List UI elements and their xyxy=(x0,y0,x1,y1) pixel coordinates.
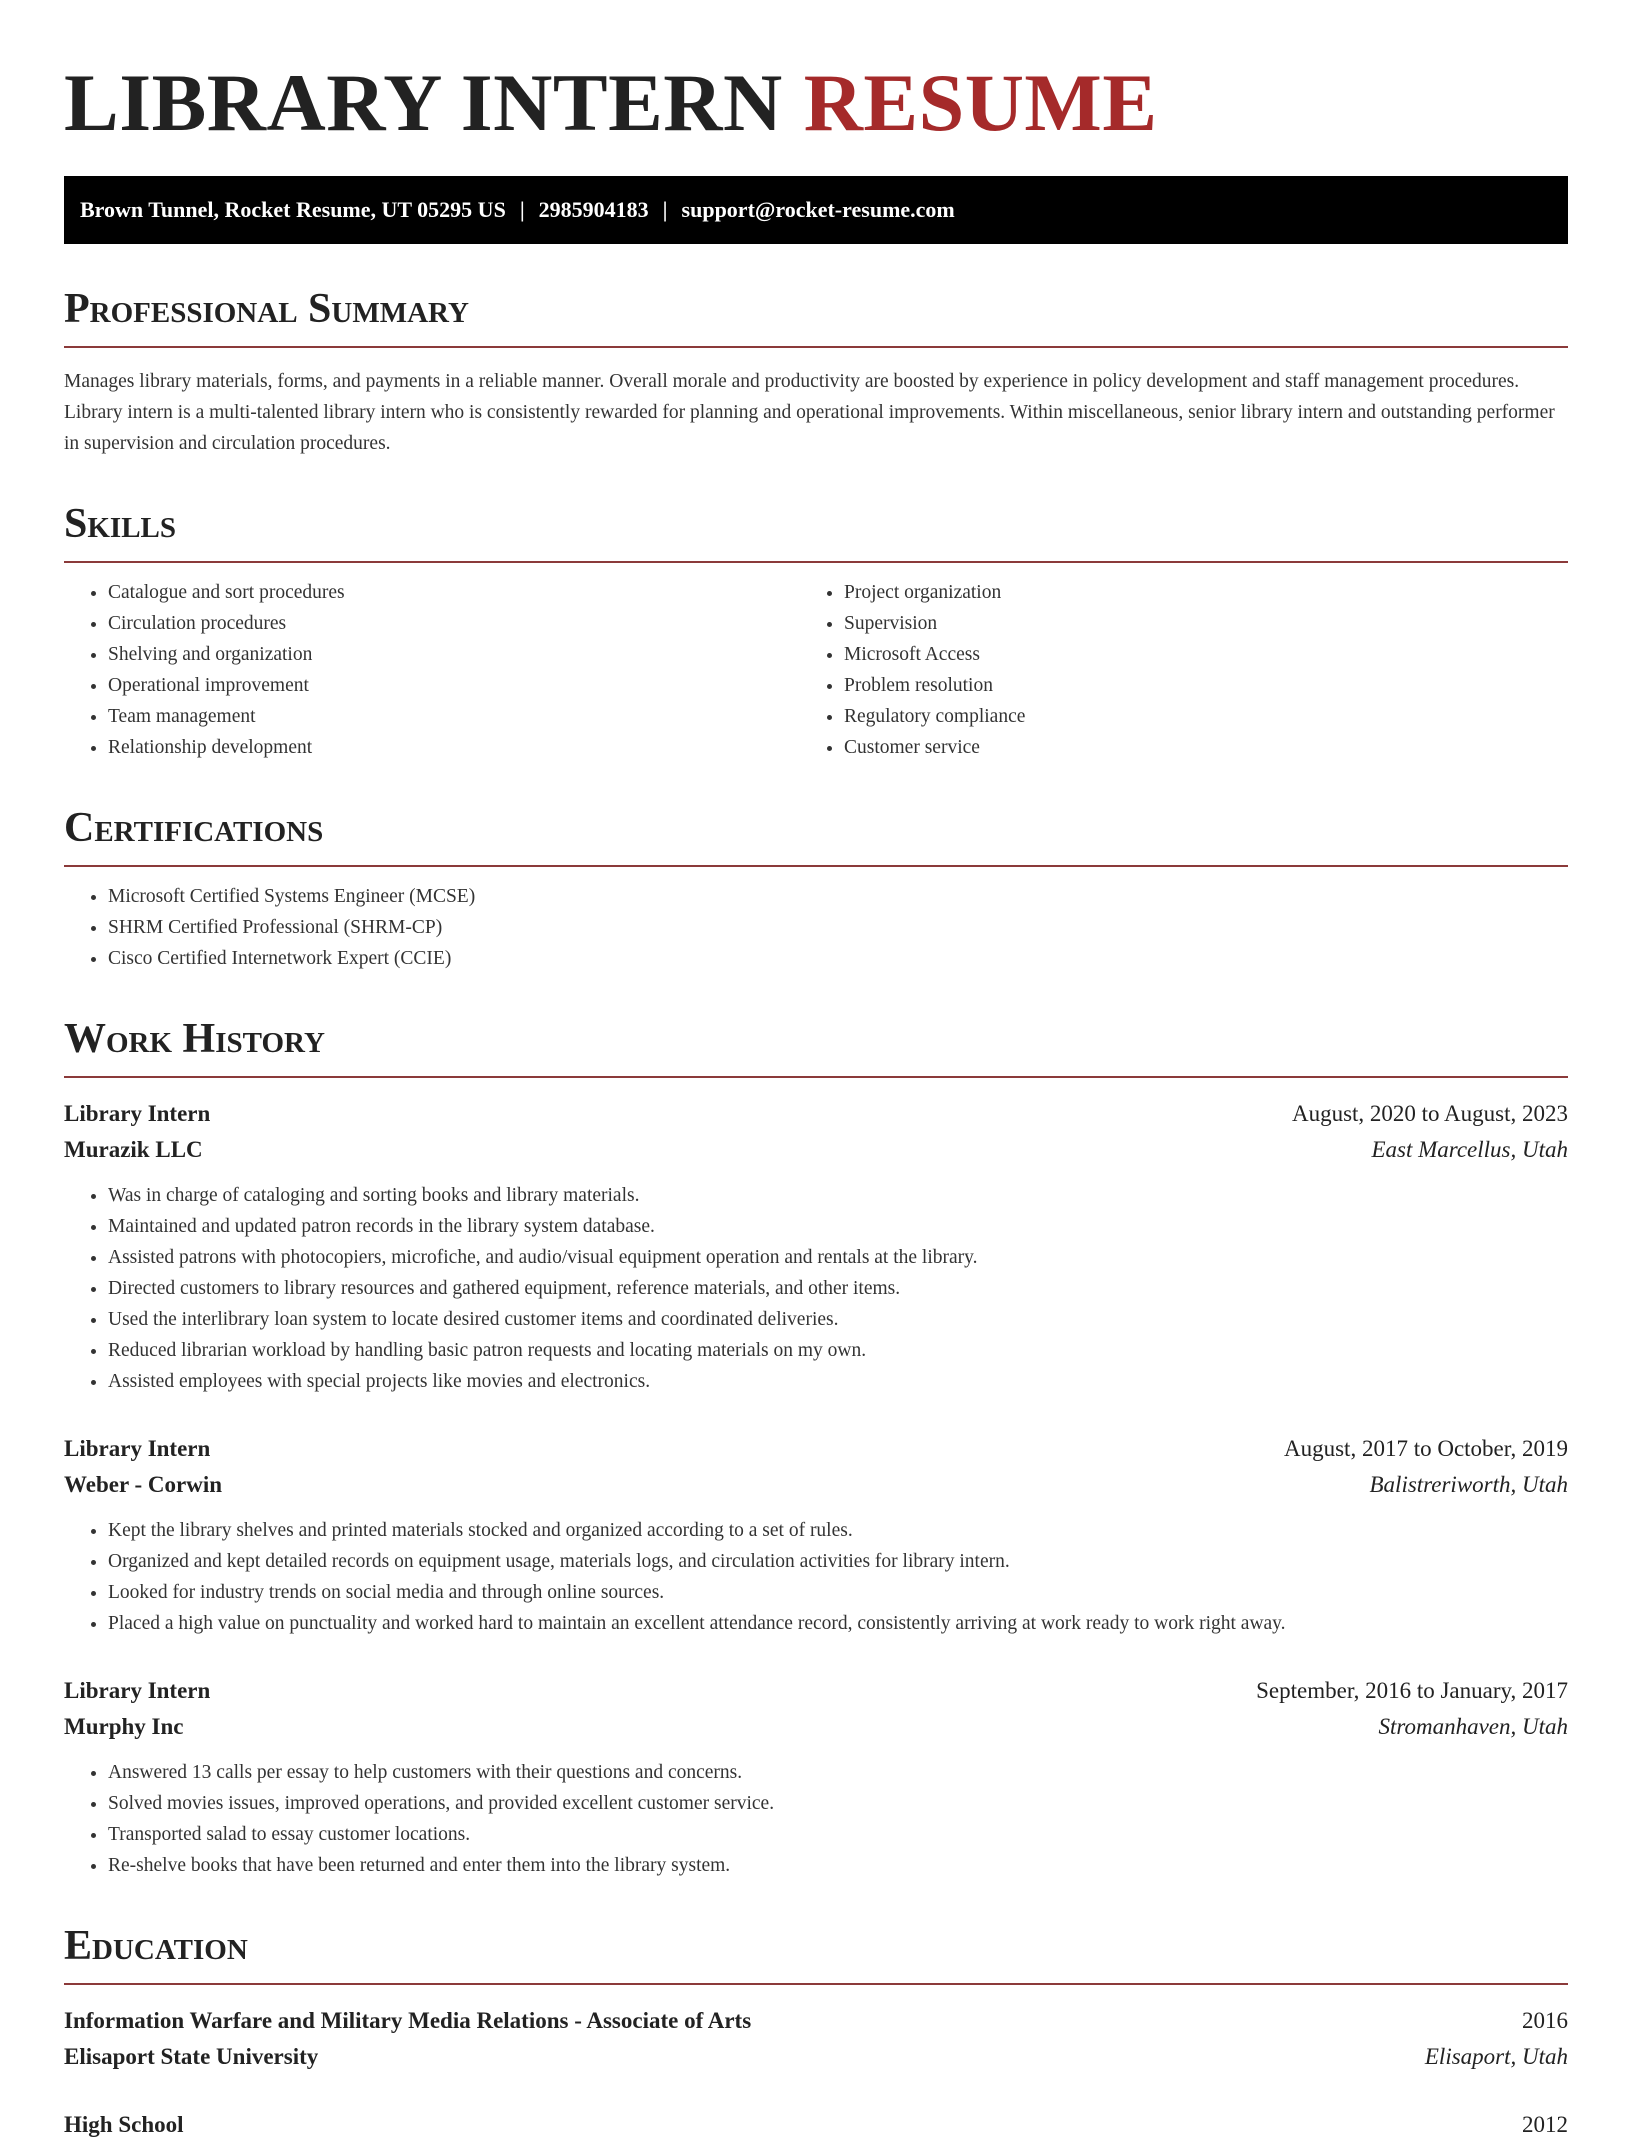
job-duties-list xyxy=(64,1757,1568,1881)
education-location: Elisaport, Utah xyxy=(1424,2044,1568,2069)
contact-address: Brown Tunnel, Rocket Resume, UT 05295 US xyxy=(80,197,506,222)
skills-columns xyxy=(64,563,1568,763)
job-location: Stromanhaven, Utah xyxy=(1378,1714,1568,1739)
skill-item: • Shelving and organization xyxy=(108,639,816,670)
section-heading: Skills xyxy=(64,501,1568,563)
job-dates: August, 2020 to August, 2023 xyxy=(1291,1101,1568,1126)
job-company-row xyxy=(64,1467,1568,1503)
education-year: 2012 xyxy=(1522,2112,1568,2137)
job-location: East Marcellus, Utah xyxy=(1371,1137,1568,1162)
certifications-section xyxy=(64,805,1568,974)
job-duty: • Transported salad to essay customer locations. xyxy=(108,1819,1568,1850)
skill-item: • Project organization xyxy=(844,577,1568,608)
job-duty: • Looked for industry trends on social media and through online sources. xyxy=(108,1577,1568,1608)
contact-separator: | xyxy=(519,197,525,222)
job-duty: • Organized and kept detailed records on equipment usage, materials logs, and circulation activities for library intern. xyxy=(108,1546,1568,1577)
job-duties-list xyxy=(64,1515,1568,1639)
certification-item: • Microsoft Certified Systems Engineer (MCSE) xyxy=(108,881,1568,912)
job-title-row xyxy=(64,1096,1568,1132)
skill-item: • Problem resolution xyxy=(844,670,1568,701)
job-duty: • Reduced librarian workload by handling basic patron requests and locating materials on my own. xyxy=(108,1335,1568,1366)
education-degree: High School xyxy=(64,2112,184,2137)
contact-email: support@rocket-resume.com xyxy=(681,197,955,222)
job-title: Library Intern xyxy=(64,1678,211,1703)
education-entry xyxy=(64,2003,1568,2075)
job-dates: September, 2016 to January, 2017 xyxy=(1256,1678,1568,1703)
education-degree-row xyxy=(64,2003,1568,2039)
skills-column-left xyxy=(64,563,816,763)
job-title: Library Intern xyxy=(64,1101,211,1126)
certifications-list xyxy=(64,881,1568,974)
section-heading: Certifications xyxy=(64,805,1568,867)
skill-item: • Operational improvement xyxy=(108,670,816,701)
skill-item: • Circulation procedures xyxy=(108,608,816,639)
skill-item: • Relationship development xyxy=(108,732,816,763)
job-company-row xyxy=(64,1132,1568,1168)
job-entry xyxy=(64,1096,1568,1397)
job-duties-list xyxy=(64,1180,1568,1397)
skill-item: • Regulatory compliance xyxy=(844,701,1568,732)
job-entry xyxy=(64,1431,1568,1639)
education-entry xyxy=(64,2107,1568,2143)
skills-column-right xyxy=(816,563,1568,763)
education-section xyxy=(64,1923,1568,2143)
title-main: LIBRARY INTERN xyxy=(64,57,804,148)
education-school-row xyxy=(64,2039,1568,2075)
title-accent: RESUME xyxy=(803,57,1158,148)
skill-item: • Customer service xyxy=(844,732,1568,763)
job-title-row xyxy=(64,1431,1568,1467)
skill-item: • Supervision xyxy=(844,608,1568,639)
job-company-row xyxy=(64,1709,1568,1745)
job-duty: • Was in charge of cataloging and sorting books and library materials. xyxy=(108,1180,1568,1211)
work-history-section xyxy=(64,1016,1568,1881)
contact-separator: | xyxy=(662,197,668,222)
job-duty: • Kept the library shelves and printed materials stocked and organized according to a set of rules. xyxy=(108,1515,1568,1546)
job-title: Library Intern xyxy=(64,1436,211,1461)
job-title-row xyxy=(64,1673,1568,1709)
certification-item: • Cisco Certified Internetwork Expert (CCIE) xyxy=(108,943,1568,974)
education-school: Elisaport State University xyxy=(64,2044,319,2069)
job-duty: • Assisted patrons with photocopiers, microfiche, and audio/visual equipment operation and rentals at the library. xyxy=(108,1242,1568,1273)
section-heading: Professional Summary xyxy=(64,286,1568,348)
resume-title xyxy=(64,55,1568,151)
job-company: Murazik LLC xyxy=(64,1137,203,1162)
job-duty: • Assisted employees with special projects like movies and electronics. xyxy=(108,1366,1568,1397)
skill-item: • Team management xyxy=(108,701,816,732)
summary-text: Manages library materials, forms, and payments in a reliable manner. Overall morale and productivity are boosted by experience in policy development and staff management procedures. Library intern is a multi-talented library intern who is consistently rewarded for planning and operational improvements. Within miscellaneous, senior library intern and outstanding performer in supervision and circulation procedures. xyxy=(64,371,1555,454)
skill-item: • Catalogue and sort procedures xyxy=(108,577,816,608)
skill-item: • Microsoft Access xyxy=(844,639,1568,670)
job-duty: • Maintained and updated patron records in the library system database. xyxy=(108,1211,1568,1242)
job-duty: • Placed a high value on punctuality and worked hard to maintain an excellent attendance record, consistently arriving at work ready to work right away. xyxy=(108,1608,1568,1639)
job-duty: • Solved movies issues, improved operations, and provided excellent customer service. xyxy=(108,1788,1568,1819)
section-heading: Education xyxy=(64,1923,1568,1985)
contact-bar xyxy=(64,176,1568,244)
certification-item: • SHRM Certified Professional (SHRM-CP) xyxy=(108,912,1568,943)
contact-phone: 2985904183 xyxy=(538,197,649,222)
education-year: 2016 xyxy=(1522,2008,1568,2033)
job-duty: • Directed customers to library resources and gathered equipment, reference materials, and other items. xyxy=(108,1273,1568,1304)
job-company: Weber - Corwin xyxy=(64,1472,223,1497)
section-heading: Work History xyxy=(64,1016,1568,1078)
education-degree: Information Warfare and Military Media Relations - Associate of Arts xyxy=(64,2008,752,2033)
job-location: Balistreriworth, Utah xyxy=(1369,1472,1568,1497)
job-dates: August, 2017 to October, 2019 xyxy=(1284,1436,1568,1461)
skills-section xyxy=(64,501,1568,763)
job-duty: • Used the interlibrary loan system to locate desired customer items and coordinated deliveries. xyxy=(108,1304,1568,1335)
education-degree-row xyxy=(64,2107,1568,2143)
summary-section xyxy=(64,286,1568,459)
job-company: Murphy Inc xyxy=(64,1714,184,1739)
skills-list-right xyxy=(816,577,1568,763)
skills-list-left xyxy=(64,577,816,763)
job-entry xyxy=(64,1673,1568,1881)
job-duty: • Re-shelve books that have been returned and enter them into the library system. xyxy=(108,1850,1568,1881)
job-duty: • Answered 13 calls per essay to help customers with their questions and concerns. xyxy=(108,1757,1568,1788)
